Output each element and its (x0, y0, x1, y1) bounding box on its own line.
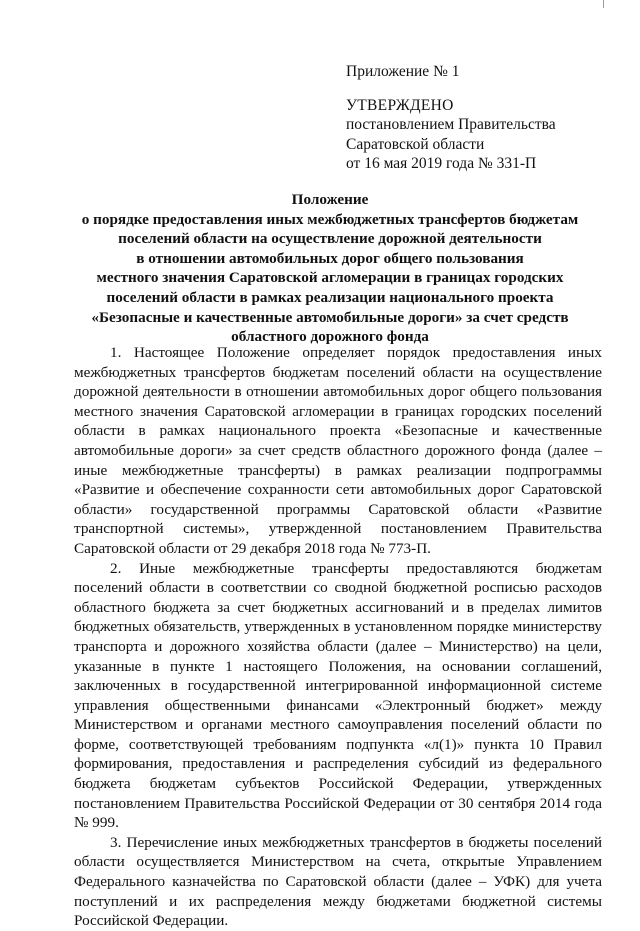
appendix-number: Приложение № 1 (346, 63, 460, 80)
approval-stamp (346, 62, 616, 174)
title-line: Положение (291, 191, 369, 208)
title-line: местного значения Саратовской агломерации в границах городских (96, 269, 564, 287)
approval-line: Саратовской области (346, 135, 485, 153)
approval-date: от 16 мая 2019 года № 331-П (346, 155, 537, 172)
document-title (60, 190, 600, 347)
title-line: в отношении автомобильных дорог общего пользования (136, 249, 524, 267)
title-line: поселений области на осуществление дорожной деятельности (118, 230, 542, 248)
paragraph-1: 1. Настоящее Положение определяет порядок предоставления иных межбюджетных трансфертов бюджетам поселений области на осуществление дорожной деятельности в отношении автомобильных дорог общего пользования местного значения Саратовской агломерации в границах городских поселений области в рамках национального проекта «Безопасные и качественные автомобильные дороги» за счет средств областного дорожного фонда (далее – иные межбюджетные трансферты) в рамках реализации подпрограммы «Развитие и обеспечение сохранности сети автомобильных дорог Саратовской области» государственной программы Саратовской области «Развитие транспортной системы», утвержденной постановлением Правительства Саратовской области от 29 декабря 2018 года № 773-П. (74, 344, 602, 557)
scan-mark (603, 0, 604, 8)
title-line: о порядке предоставления иных межбюджетных трансфертов бюджетам (81, 210, 579, 228)
document-body (74, 343, 602, 931)
paragraph-3: 3. Перечисление иных межбюджетных трансфертов в бюджеты поселений области осуществляется Министерством на счета, открытые Управлением Федерального казначейства по Саратовской области (далее – УФК) для учета поступлений и их распределения между бюджетами бюджетной системы Российской Федерации. (74, 833, 602, 930)
title-line: «Безопасные и качественные автомобильные дороги» за счет средств (91, 308, 569, 326)
approval-line: постановлением Правительства (346, 116, 556, 133)
approved-heading: УТВЕРЖДЕНО (346, 96, 454, 114)
title-line: областного дорожного фонда (231, 328, 429, 346)
paragraph-2: 2. Иные межбюджетные трансферты предоставляются бюджетам поселений области в соответствии со сводной бюджетной росписью расходов областного бюджета за счет бюджетных ассигнований и в пределах лимитов бюджетных обязательств, утвержденных в установленном порядке министерству транспорта и дорожного хозяйства области (далее – Министерство) на цели, указанные в пункте 1 настоящего Положения, на основании соглашений, заключенных в государственной интегрированной информационной системе управления общественными финансами «Электронный бюджет» между Министерством и органами местного самоуправления поселений области по форме, соответствующей требованиям подпункта «л(1)» пункта 10 Правил формирования, предоставления и распределения субсидий из федерального бюджета бюджетам субъектов Российской Федерации, утвержденных постановлением Правительства Российской Федерации от 30 сентября 2014 года № 999. (74, 559, 602, 832)
title-line: поселений области в рамках реализации национального проекта (106, 288, 554, 306)
